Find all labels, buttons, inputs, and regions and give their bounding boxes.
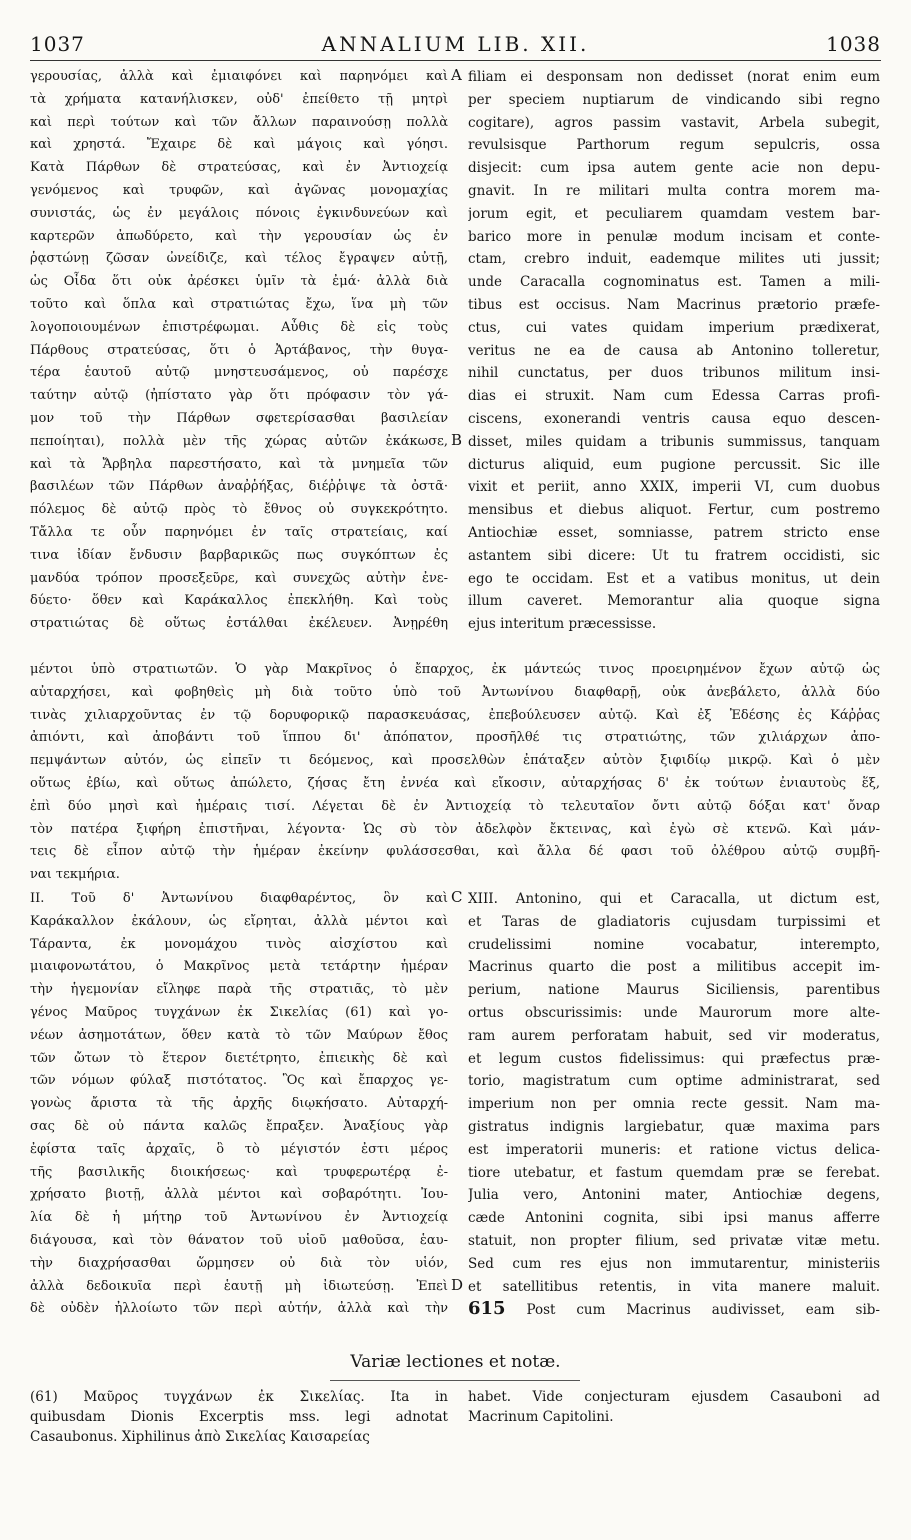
text-line: Post cum Macrinus audivisset, eam sib- [526,1302,880,1319]
text-line: τὸν πατέρα ξιφήρη ἐπιστῆναι, λέγοντα· Ὡς σὺ τὸν ἀδελφὸν ἔκτεινας, καὶ ἐγὼ σὲ κτενῶ. Καὶ μάν- [30,821,880,837]
text-line: μέντοι ὑπὸ στρατιωτῶν. Ὁ γὰρ Μακρῖνος ὁ ἔπαρχος, ἐκ μάντεώς τινος προειρημένον ἔχων αὐτῷ ὡς [30,662,880,677]
text-line: ciscens, exonerandi ventris causa equo descen- [468,410,880,427]
text-line: τινὰς χιλιαρχοῦντας ἐν τῷ δορυφορικῷ παρασκευάσας, ἐπεβούλευσεν αὐτῷ. Καὶ ἐξ Ἐδέσης ἐς Κάῤῥας [30,707,880,723]
text-line: ctus, cui vates quidam imperium prædixerat, [468,319,880,336]
text-line: per speciem nuptiarum de vindicando sibi regno [468,91,880,108]
text-line: II. Τοῦ δ' Ἀντωνίνου διαφθαρέντος, ὃν καὶ [30,891,448,906]
section-marker-c: C [451,888,463,906]
text-line: τέρα ἑαυτοῦ αὐτῷ μνηστευσάμενος, οὐ παρέσχε [30,365,448,381]
text-line: Καράκαλλον ἐκάλουν, ὡς εἴρηται, ἀλλὰ μέντοι καὶ [30,913,448,929]
latin-column-bottom [468,888,880,1321]
section-marker-b: B [451,431,463,449]
text-line: et legum custos fidelissimus: qui præfectus præ- [468,1050,880,1067]
text-line: dicturus aliquid, eum pugione percussit. Sic ille [468,456,880,473]
text-line: γένος Μαῦρος τυγχάνων ἐκ Σικελίας (61) καὶ γο- [30,1004,448,1020]
text-line: στρατιώτας δὲ οὕτως ἐστάλθαι ἐκέλευεν. Ἀνῃρέθη [30,616,448,632]
latin-column-top [468,66,880,636]
text-line: λία δὲ ἡ μήτηρ τοῦ Ἀντωνίνου ἐν Ἀντιοχείᾳ [30,1210,448,1226]
text-line: imperium non per omnia recte gessit. Nam ma- [468,1096,880,1113]
text-line: tiore utebatur, et fastum quemdam præ se ferebat. [468,1164,880,1181]
header-rule [30,60,881,61]
original-page-number: 615 [468,1298,506,1320]
text-line: ἀλλὰ δεδοικυῖα περὶ ἑαυτῇ μὴ ἰδιωτεύσῃ. Ἐπεὶ [30,1278,448,1294]
text-line: καὶ χρηστά. Ἔχαιρε δὲ καὶ μάγοις καὶ γόησι. [30,137,448,153]
text-line: ejus interitum præcessisse. [468,616,657,633]
text-line: συνιστάς, ὡς ἐν μεγάλοις πόνοις ἐγκινδυνεύων καὶ [30,205,448,221]
text-line: τῆς βασιλικῆς διοικήσεως· καὶ τρυφερωτέρᾳ ἐ- [30,1164,448,1180]
notes-heading: Variæ lectiones et notæ. [350,1352,561,1372]
text-line: ὡς Οἶδα ὅτι οὐκ ἀρέσκει ὑμῖν τὰ ἐμά· ἀλλὰ διὰ [30,274,448,290]
text-line: λογοποιουμένων ἐπιστρέφωμαι. Αὖθις δὲ εἰς τοὺς [30,319,448,335]
text-line: δὲ οὐδὲν ἠλλοίωτο τῶν περὶ αὐτήν, ἀλλὰ καὶ τὴν [30,1301,448,1317]
notes-rule [330,1380,580,1381]
text-line: πεμψάντων αὐτόν, ὡς εἰπεῖν τι δεόμενος, καὶ προσελθὼν ἐπάταξεν αὐτὸν ξιφιδίῳ μικρῷ. Καὶ ὁ μὲν [30,753,880,769]
note-right-column [468,1387,880,1427]
text-line: τῶν νόμων φύλαξ πιστότατος. Ὃς καὶ ἔπαρχος γε- [30,1073,448,1089]
text-line: XIII. Antonino, qui et Caracalla, ut dictum est, [468,891,880,907]
text-line: disjecit: cum ipsa autem gente acie non depu- [468,160,880,177]
text-line: statuit, non propter filium, sed privatæ vitæ metu. [468,1232,880,1249]
text-line: est imperatorii muneris: et ratione victus delica- [468,1141,880,1158]
page-header [30,32,881,58]
text-line: χρήσατο βιοτῇ, ἀλλὰ μέντοι καὶ σοβαρότητι. Ἰου- [30,1187,448,1203]
text-line: ἐφίστα ταῖς ἀρχαῖς, ὃ τὸ μέγιστόν ἐστι μέρος [30,1141,448,1157]
section-marker-d: D [451,1276,464,1294]
text-line: ῥᾳστώνῃ ζῶσαν ὠνείδιζε, καὶ τέλος ἔγραψεν αὐτῇ, [30,251,448,267]
text-line: ταύτην αὐτῷ (ἠπίστατο γὰρ ὅτι πρόφασιν τὸν γά- [30,388,448,404]
text-line: οὕτως ἐβίω, καὶ οὕτως ἀπώλετο, ζήσας ἔτη ἐννέα καὶ εἴκοσιν, αὐταρχήσας δ' ἐκ τούτων ἐνιαυτοὺς ἕξ, [30,775,880,791]
text-line: Πάρθους στρατεύσας, ὅτι ὁ Ἀρτάβανος, τὴν θυγα- [30,342,448,358]
text-line: γονὼς ἄριστα τὰ τῆς ἀρχῆς διῳκήσατο. Αὐταρχή- [30,1096,448,1112]
text-line: Sed cum res ejus non immutarentur, ministeriis [468,1255,880,1272]
greek-column-top [30,66,448,636]
text-line: Macrinus quarto die post a militibus accepit im- [468,959,880,976]
text-line: δύετο· ὅθεν καὶ Καράκαλλος ἐπεκλήθη. Καὶ τοὺς [30,593,448,609]
text-line: tibus est occisus. Nam Macrinus prætorio præfe- [468,296,880,313]
text-line: γενόμενος καὶ τρυφῶν, καὶ ἀγῶνας μονομαχίας [30,182,448,198]
text-line: ἐπὶ δύο μησὶ καὶ ἡμέραις τισί. Λέγεται δὲ ἐν Ἀντιοχείᾳ τὸ τελευταῖον ὄντι αὐτῷ δόξαι κατ' ὄναρ [30,798,880,814]
note-line: (61) Μαῦρος τυγχάνων ἐκ Σικελίας. Ita in [30,1389,448,1405]
text-line: disset, miles quidam a tribunis summissus, tanquam [468,433,880,450]
text-line: ναι τεκμήρια. [30,867,120,883]
text-line-with-page-number [468,1298,880,1321]
text-line: ἀπιόντι, καὶ ἀποβάντι τοῦ ἵππου δι' ἀπόπατον, προσῆλθέ τις στρατιώτης, τῶν χιλιάρχων ἀπο- [30,730,880,746]
text-line: ram aurem perforatam habuit, sed vir moderatus, [468,1027,880,1044]
note-line: Macrinum Capitolini. [468,1409,614,1425]
section-marker-a: A [451,66,462,84]
text-line: filiam ei desponsam non dedisset (norat enim eum [468,69,880,85]
text-line: torio, magistratum cum optime administrarat, sed [468,1073,880,1090]
text-line: διάγουσα, καὶ τὸν θάνατον τοῦ υἱοῦ μαθοῦσα, ἑαυ- [30,1232,448,1248]
note-line: Casaubonus. Xiphilinus ἀπὸ Σικελίας Καισαρείας [30,1429,370,1445]
greek-column-bottom [30,888,448,1321]
text-line: τοῦτο καὶ ὅπλα καὶ στρατιώτας ἔχω, ἵνα μὴ τῶν [30,296,448,312]
text-line: καὶ περὶ τούτων καὶ τῶν ἄλλων παραινούσῃ πολλὰ [30,114,448,130]
text-line: perium, natione Maurus Siciliensis, parentibus [468,982,880,999]
text-line: Τἄλλα τε οὖν παρηνόμει ἐν ταῖς στρατείαις, καί [30,524,448,540]
text-line: gnavit. In re militari multa contra morem ma- [468,182,880,199]
text-line: revulsisque Parthorum regum sepulcris, ossa [468,137,880,154]
text-line: τῶν ὤτων τὸ ἕτερον διετέτρητο, ἐπιεικὴς δὲ καὶ [30,1050,448,1066]
text-line: jorum egit, et peculiarem quamdam vestem bar- [468,205,880,222]
text-line: πεποίηται), πολλὰ μὲν τῆς χώρας αὐτῶν ἐκάκωσε, [30,433,448,449]
text-line: mensibus et diebus aliquot. Fertur, cum postremo [468,502,880,519]
text-line: Κατὰ Πάρθων δὲ στρατεύσας, καὶ ἐν Ἀντιοχείᾳ [30,160,448,176]
text-line: crudelissimi nomine vocabatur, interempto, [468,936,880,953]
text-line: Julia vero, Antonini mater, Antiochiæ degens, [468,1187,880,1204]
text-line: Antiochiæ esset, somniasse, patrem stricto ense [468,524,880,541]
text-line: αὐταρχήσει, καὶ φοβηθεὶς μὴ διὰ τοῦτο ὑπὸ τοῦ Ἀντωνίνου διαφθαρῇ, οὐκ ἀνεβάλετο, ἀλλὰ δύο [30,684,880,700]
text-line: τεις δὲ εἶπον αὐτῷ τὴν ἡμέραν ἐκείνην φυλάσσεσθαι, καὶ ἄλλα δέ φασι τοῦ ὀλέθρου αὐτῷ συμβῆ- [30,844,880,860]
page-number-right: 1038 [826,32,881,56]
text-line: veritus ne ea de causa ab Antonino tolleretur, [468,342,880,359]
text-line: ortus obscurissimis: unde Maurorum more alte- [468,1004,880,1021]
text-line: gistratus indignis largiebatur, quæ maxima pars [468,1118,880,1135]
text-line: cæde Antonini cognita, sibi ipsi manus afferre [468,1210,880,1227]
text-line: nihil cunctatus, per duos tribunos militum insi- [468,365,880,382]
greek-full-width-block [30,659,880,887]
text-line: τινα ἰδίαν ἔνδυσιν βαρβαρικῶς πως συγκόπτων ἐς [30,547,448,563]
page-number-left: 1037 [30,32,85,56]
text-line: Τάραντα, ἐκ μονομάχου τινὸς αἰσχίστου καὶ [30,936,448,952]
text-line: τὴν ἡγεμονίαν εἴληφε παρὰ τῆς στρατιᾶς, τὸ μὲν [30,982,448,998]
text-line: cogitare), agros passim vastavit, Arbela subegit, [468,114,880,131]
note-left-column [30,1387,448,1447]
text-line: γερουσίας, ἀλλὰ καὶ ἐμιαιφόνει καὶ παρηνόμει καὶ [30,69,448,84]
text-line: πόλεμος δὲ αὐτῷ πρὸς τὸ ἔθνος οὐ συγκεκρότητο. [30,502,448,518]
text-line: unde Caracalla cognominatus est. Tamen a mili- [468,274,880,291]
text-line: illum caveret. Memorantur alia quoque signa [468,593,880,610]
note-line: habet. Vide conjecturam ejusdem Casauboni ad [468,1389,880,1405]
text-line: καρτερῶν ἀπωδύρετο, καὶ τὴν γερουσίαν ὡς ἐν [30,228,448,244]
text-line: ego te occidam. Est et a vatibus monitus, ut dein [468,570,880,587]
text-line: ctam, crebro induit, eademque milites uti jussit; [468,251,880,268]
text-line: βασιλέων τῶν Πάρθων ἀναῤῥήξας, διέῤῥιψε τὰ ὀστᾶ· [30,479,448,495]
text-line: καὶ τὰ Ἄρβηλα παρεστήσατο, καὶ τὰ μνημεῖα τῶν [30,456,448,472]
running-title: ANNALIUM LIB. XII. [321,32,590,56]
text-line: νέων ἀσημοτάτων, ὅθεν κατὰ τὸ τῶν Μαύρων ἔθος [30,1027,448,1043]
text-line: τὴν διαχρήσασθαι ὥρμησεν οὐ διὰ τὸν υἱόν, [30,1255,448,1271]
text-line: vixit et periit, anno XXIX, imperii VI, cum duobus [468,479,880,496]
text-line: astantem sibi dicere: Ut tu fratrem occidisti, sic [468,547,880,564]
text-line: τὰ χρήματα κατανήλισκεν, οὐδ' ἐπείθετο τῇ μητρὶ [30,91,448,107]
note-line: quibusdam Dionis Excerptis mss. legi adnotat [30,1409,448,1425]
text-line: dias ei struxit. Nam cum Edessa Carras profi- [468,388,880,405]
text-line: μον τοῦ τὴν Πάρθων σφετερίσασθαι βασιλείαν [30,410,448,426]
text-line: σας δὲ οὐ πάντα καλῶς ἔπραξεν. Ἀναξίους γὰρ [30,1118,448,1134]
text-line: μανδύα τρόπον προσεξεῦρε, καὶ συνεχῶς αὐτὴν ἐνε- [30,570,448,586]
text-line: μιαιφονωτάτου, ὁ Μακρῖνος μετὰ τετάρτην ἡμέραν [30,959,448,975]
text-line: barico more in penulæ modum incisam et conte- [468,228,880,245]
text-line: et satellitibus retentis, in vita manere maluit. [468,1278,880,1295]
text-line: et Taras de gladiatoris cujusdam turpissimi et [468,913,880,930]
